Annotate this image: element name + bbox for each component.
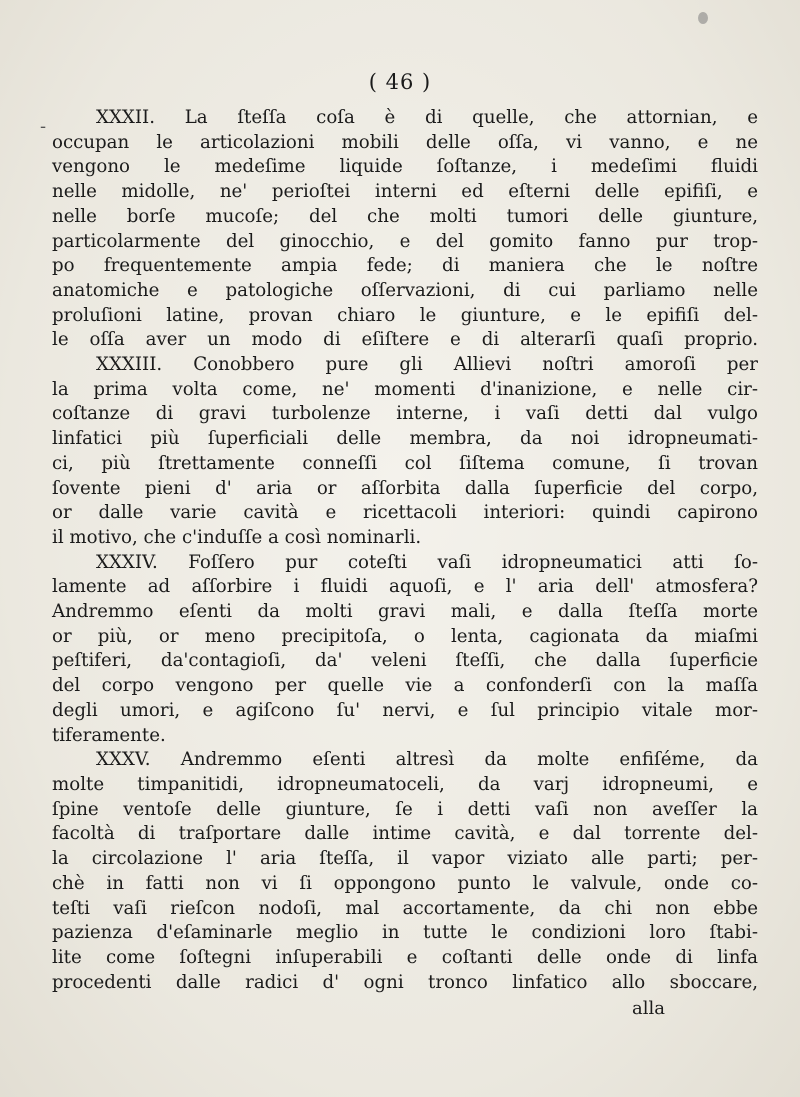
text-line: lamente ad aſſorbire i fluidi aquoſi, e l' aria dell' atmosfera? bbox=[52, 576, 758, 598]
ink-spot bbox=[698, 12, 708, 24]
text-line: procedenti dalle radici d' ogni tronco linfatico allo sboccare, bbox=[52, 971, 758, 993]
text-line: la prima volta come, ne' momenti d'inanizione, e nelle cir- bbox=[52, 378, 758, 400]
text-line: chè in fatti non vi ſi oppongono punto le valvule, onde co- bbox=[52, 872, 758, 894]
text-line: XXXII. La ſteſſa coſa è di quelle, che attornian, e bbox=[96, 107, 758, 128]
text-line: tiferamente. bbox=[52, 724, 166, 746]
text-line: or dalle varie cavità e ricettacoli interiori: quindi capirono bbox=[52, 502, 758, 524]
text-line: occupan le articolazioni mobili delle oſſa, vi vanno, e ne bbox=[52, 131, 758, 153]
text-line: ſpine ventoſe delle giunture, ſe i detti vaſi non aveſſer la bbox=[52, 798, 758, 820]
text-line: coſtanze di gravi turbolenze interne, i vaſi detti dal vulgo bbox=[52, 403, 758, 425]
text-line: po frequentemente ampia fede; di maniera che le noſtre bbox=[52, 255, 758, 277]
text-line: peſtiferi, da'contagioſi, da' veleni ſteſſi, che dalla ſuperficie bbox=[52, 650, 758, 672]
text-line: linfatici più ſuperficiali delle membra, da noi idropneumati- bbox=[52, 428, 758, 450]
text-line: anatomiche e patologiche oſſervazioni, di cui parliamo nelle bbox=[52, 279, 758, 301]
text-line: il motivo, che c'induſſe a così nominarli. bbox=[52, 526, 422, 548]
text-line: XXXIV. Foſſero pur coteſti vaſi idropneumatici atti ſo- bbox=[96, 551, 758, 573]
text-line: la circolazione l' aria ſteſſa, il vapor viziato alle parti; per- bbox=[52, 848, 758, 870]
text-line: particolarmente del ginocchio, e del gomito fanno pur trop- bbox=[52, 230, 758, 252]
text-line: le oſſa aver un modo di eſiſtere e di alterarſi quaſi proprio. bbox=[52, 329, 758, 351]
text-line: lite come ſoſtegni inſuperabili e coſtanti delle onde di linfa bbox=[52, 946, 758, 968]
text-line: molte timpanitidi, idropneumatoceli, da varj idropneumi, e bbox=[52, 773, 758, 795]
text-line: Andremmo eſenti da molti gravi mali, e dalla ſteſſa morte bbox=[52, 601, 758, 623]
page-number: ( 46 ) bbox=[368, 70, 432, 94]
text-line: nelle borſe mucoſe; del che molti tumori delle giunture, bbox=[52, 205, 758, 227]
text-line: or più, or meno precipitoſa, o lenta, cagionata da miaſmi bbox=[52, 625, 758, 647]
text-line: vengono le medeſime liquide ſoſtanze, i medeſimi fluidi bbox=[52, 156, 758, 178]
body-text bbox=[52, 106, 758, 995]
text-line: ci, più ſtrettamente conneſſi col ſiſtema comune, ſi trovan bbox=[52, 452, 758, 474]
text-line: facoltà di traſportare dalle intime cavità, e dal torrente del- bbox=[52, 823, 758, 845]
text-line: XXXV. Andremmo eſenti altresì da molte enfiſéme, da bbox=[96, 749, 758, 771]
text-line: del corpo vengono per quelle vie a confonderſi con la maſſa bbox=[52, 675, 758, 697]
text-line: teſti vaſi rieſcon nodoſi, mal accortamente, da chi non ebbe bbox=[52, 897, 758, 919]
text-line: pazienza d'eſaminarle meglio in tutte le condizioni loro ſtabi- bbox=[52, 922, 758, 944]
text-line: degli umori, e agiſcono ſu' nervi, e ſul principio vitale mor- bbox=[52, 699, 758, 721]
marginal-mark: - bbox=[40, 116, 47, 137]
text-line: nelle midolle, ne' perioſtei interni ed eſterni delle epifiſi, e bbox=[52, 181, 758, 203]
text-line: XXXIII. Conobbero pure gli Allievi noſtri amoroſi per bbox=[96, 354, 758, 376]
text-line: ſovente pieni d' aria or aſſorbita dalla ſuperficie del corpo, bbox=[52, 477, 758, 499]
text-line: proluſioni latine, provan chiaro le giunture, e le epifiſi del- bbox=[52, 304, 758, 326]
catchword: alla bbox=[632, 998, 665, 1019]
